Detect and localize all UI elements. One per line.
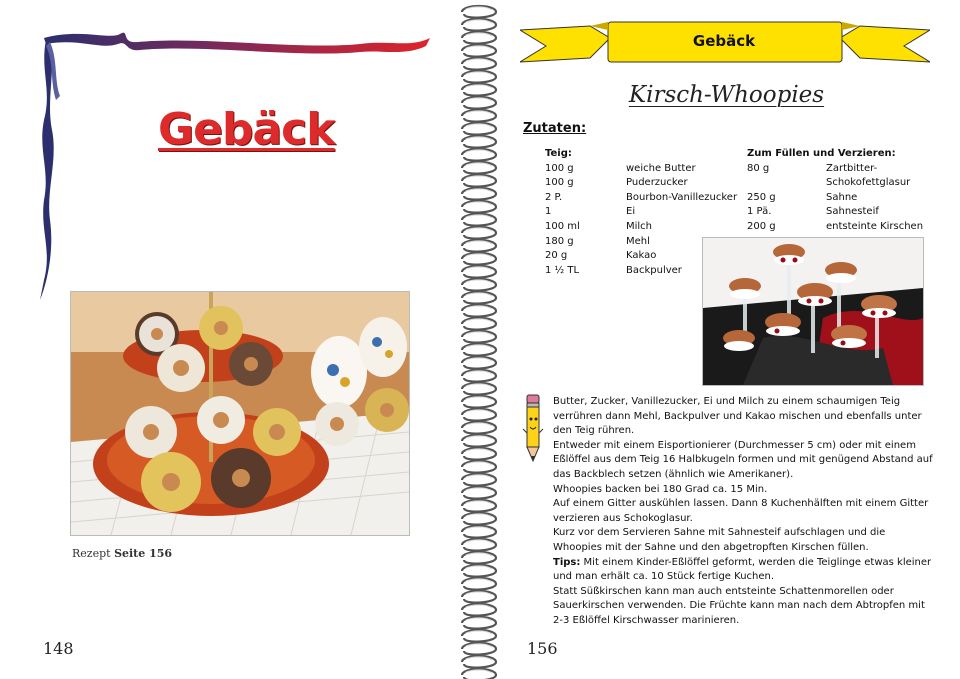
dough-heading: Teig: [545, 148, 572, 159]
spiral-coil [462, 45, 496, 57]
dough-ingredient: Kakao [626, 250, 657, 262]
pastry-stand-photo [70, 291, 410, 536]
spiral-coil [462, 461, 496, 473]
tip-label: Tips: [553, 556, 581, 568]
spiral-coil [462, 58, 496, 70]
instruction-step: Butter, Zucker, Vanillezucker, Ei und Milch zu einem schaumigen Teig verrühren dann Mehl, Backpulver und Kakao mischen und ebenfalls unter den Teig rühren. [553, 396, 922, 437]
spiral-coil [462, 279, 496, 291]
spiral-coil [462, 214, 496, 226]
spiral-coil [462, 136, 496, 148]
spiral-coil [462, 669, 496, 679]
page-number-right: 156 [527, 639, 558, 658]
dough-ingredient: Puderzucker [626, 177, 688, 189]
spiral-coil [462, 448, 496, 460]
spiral-coil [462, 266, 496, 278]
ribbon-decoration-icon [0, 0, 440, 310]
spiral-coil [462, 643, 496, 655]
filling-ingredient: Schokofettglasur [826, 177, 911, 189]
spiral-coil [462, 370, 496, 382]
photo-caption [72, 547, 172, 560]
dough-ingredient: weiche Butter [626, 162, 696, 174]
spiral-coil [462, 253, 496, 265]
left-page [0, 0, 452, 679]
banner-label: Gebäck [692, 32, 756, 50]
filling-amount: 200 g [747, 220, 776, 232]
spiral-coil [462, 513, 496, 525]
spiral-coil [462, 617, 496, 629]
spiral-coil [462, 435, 496, 447]
spiral-coil [462, 565, 496, 577]
spiral-coil [462, 318, 496, 330]
spiral-coil [462, 539, 496, 551]
spiral-coil [462, 656, 496, 668]
dough-amount: 2 P. [545, 191, 563, 203]
spiral-coil [462, 175, 496, 187]
spiral-coil [462, 383, 496, 395]
spiral-coil [462, 331, 496, 343]
section-title: Gebäck [158, 104, 335, 155]
spiral-coil [462, 487, 496, 499]
spiral-coil [462, 97, 496, 109]
page-number-left: 148 [43, 639, 74, 658]
instruction-step: Kurz vor dem Servieren Sahne mit Sahnesteif aufschlagen und die Whoopies mit der Sahne und den abgetropften Kirschen füllen. [553, 527, 886, 553]
spiral-coil [462, 6, 496, 18]
dough-amount: 100 g [545, 177, 574, 189]
filling-names-column [826, 147, 923, 235]
filling-amount: 1 Pä. [747, 206, 772, 218]
dough-ingredient: Mehl [626, 235, 650, 247]
spiral-coil [462, 227, 496, 239]
dough-amount: 1 [545, 206, 552, 218]
spiral-coil [462, 32, 496, 44]
spiral-coil [462, 591, 496, 603]
spiral-coil [462, 344, 496, 356]
instruction-step: Auf einem Gitter auskühlen lassen. Dann 8 Kuchenhälften mit einem Gitter verzieren aus Schokoglasur. [553, 498, 929, 524]
dough-ingredient: Backpulver [626, 264, 682, 276]
spiral-coil [462, 500, 496, 512]
spiral-coil [462, 162, 496, 174]
pencil-icon [521, 393, 545, 465]
instructions [553, 395, 933, 629]
spiral-coil [462, 84, 496, 96]
spiral-coil [462, 604, 496, 616]
spiral-coil [462, 578, 496, 590]
filling-amount: 80 g [747, 162, 770, 174]
spiral-coil [462, 201, 496, 213]
dough-amounts-column [545, 147, 580, 278]
closing-paragraph: Statt Süßkirschen kann man auch entsteinte Schattenmorellen oder Sauerkirschen verwenden. Die Früchte kann man nach dem Abtropfen mit 2-3 Eßlöffel Kirschwasser marinieren. [553, 585, 925, 626]
spiral-coil [462, 123, 496, 135]
filling-ingredient: Sahnesteif [826, 206, 879, 218]
filling-ingredient: Sahne [826, 191, 858, 203]
dough-amount: 20 g [545, 250, 568, 262]
spiral-coil [462, 409, 496, 421]
spiral-coil [462, 188, 496, 200]
spiral-coil [462, 305, 496, 317]
filling-ingredient: entsteinte Kirschen [826, 220, 924, 232]
spiral-coil [462, 149, 496, 161]
dough-ingredient: Ei [626, 206, 636, 218]
recipe-title: Kirsch-Whoopies [628, 82, 825, 108]
instruction-step: Entweder mit einem Eisportionierer (Durchmesser 5 cm) oder mit einem Eßlöffel aus dem Teig 16 Halbkugeln formen und mit genügend Abstand auf das Backblech setzen (ähnlich wie Amerikaner). [553, 439, 933, 480]
spiral-coil [462, 396, 496, 408]
spiral-coil [462, 71, 496, 83]
instruction-step: Whoopies backen bei 180 Grad ca. 15 Min. [553, 483, 768, 495]
whoopies-photo [702, 237, 924, 386]
caption-prefix: Rezept [72, 547, 111, 560]
spiral-coil [462, 357, 496, 369]
spiral-coil [462, 240, 496, 252]
dough-amount: 100 ml [545, 220, 580, 232]
spiral-coil [462, 474, 496, 486]
dough-ingredient: Bourbon-Vanillezucker [626, 191, 738, 203]
filling-ingredient: Zartbitter- [826, 162, 878, 174]
spiral-coil [462, 526, 496, 538]
caption-page-ref: Seite 156 [114, 547, 173, 560]
spiral-coil [462, 630, 496, 642]
ingredients-heading: Zutaten: [523, 121, 587, 136]
spiral-coil [462, 19, 496, 31]
dough-amount: 180 g [545, 235, 574, 247]
tip-text: Mit einem Kinder-Eßlöffel geformt, werden die Teiglinge etwas kleiner und man erhält ca. 10 Stück fertige Kuchen. [553, 556, 932, 583]
filling-amount: 250 g [747, 191, 776, 203]
filling-heading: Zum Füllen und Verzieren: [747, 148, 896, 159]
spiral-coil [462, 110, 496, 122]
dough-ingredient: Milch [626, 220, 653, 232]
tip-paragraph [553, 556, 933, 585]
dough-amount: 100 g [545, 162, 574, 174]
spiral-coil [462, 552, 496, 564]
dough-amount: 1 ½ TL [545, 264, 580, 276]
spiral-coil [462, 292, 496, 304]
spiral-binding-icon [456, 0, 502, 679]
spiral-coil [462, 422, 496, 434]
